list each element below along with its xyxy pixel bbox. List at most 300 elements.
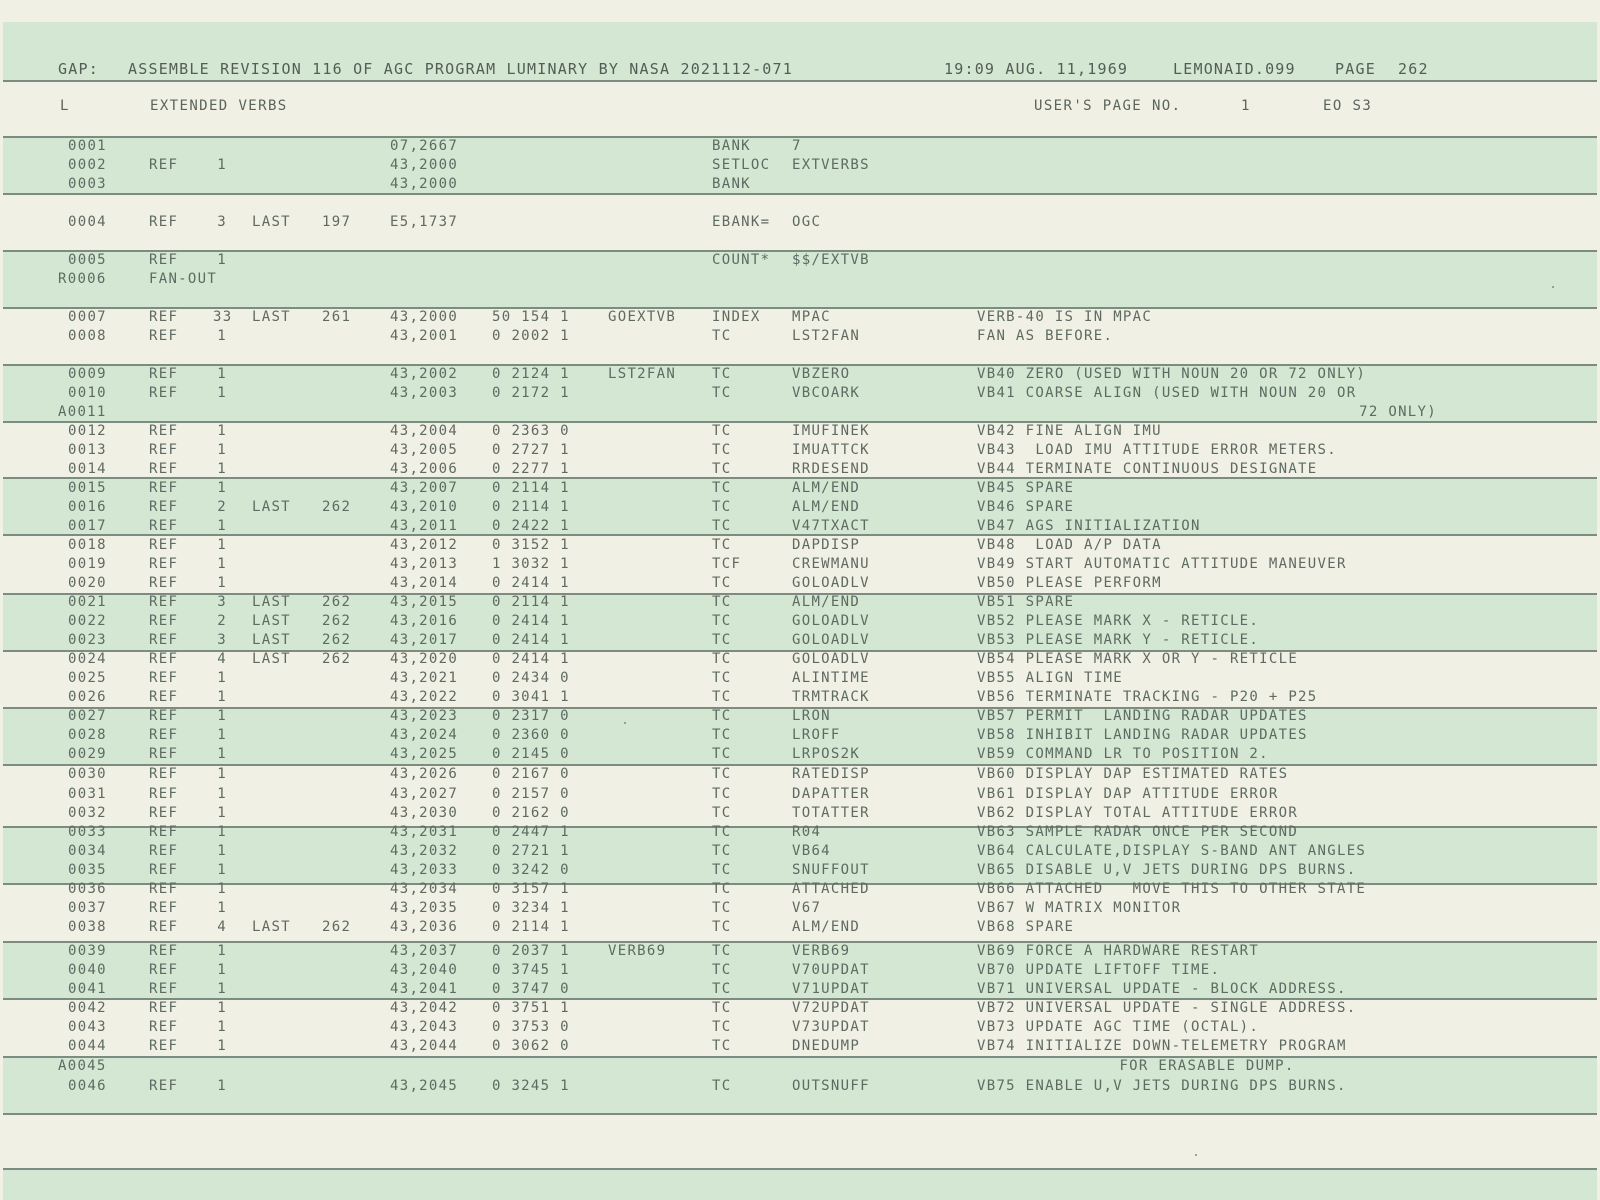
last-tag: LAST <box>252 214 291 230</box>
opcode: INDEX <box>712 309 761 325</box>
opcode: TC <box>712 670 732 686</box>
opcode: TC <box>712 943 732 959</box>
listing-row <box>0 366 1600 385</box>
listing-row <box>0 385 1600 404</box>
ref-count: 1 <box>217 943 227 959</box>
octal-code: 0 2363 0 <box>492 423 570 439</box>
opcode: BANK <box>712 176 751 192</box>
ref-tag: REF <box>149 1078 179 1094</box>
address: 43,2042 <box>390 1000 459 1016</box>
header-prefix: GAP: <box>58 60 99 78</box>
listing-row <box>0 176 1600 195</box>
ref-count: 1 <box>217 328 227 344</box>
ref-tag: REF <box>149 480 179 496</box>
address: 43,2030 <box>390 805 459 821</box>
last-page: 262 <box>322 613 352 629</box>
line-number: 0003 <box>68 176 107 192</box>
line-number: 0021 <box>68 594 107 610</box>
comment: VB68 SPARE <box>977 919 1075 935</box>
octal-code: 0 2414 1 <box>492 632 570 648</box>
ref-count: 1 <box>217 708 227 724</box>
ref-tag: REF <box>149 499 179 515</box>
header-file: LEMONAID.099 <box>1173 60 1296 78</box>
ref-tag: REF <box>149 862 179 878</box>
ref-tag: REF <box>149 670 179 686</box>
octal-code: 0 3745 1 <box>492 962 570 978</box>
opcode: TC <box>712 708 732 724</box>
listing-row <box>0 442 1600 461</box>
listing-row <box>0 786 1600 805</box>
ref-count: 1 <box>217 746 227 762</box>
ref-tag: REF <box>149 632 179 648</box>
user-page-label: USER'S PAGE NO. <box>1034 98 1182 114</box>
operand: 7 <box>792 138 802 154</box>
opcode: TC <box>712 746 732 762</box>
opcode: TC <box>712 537 732 553</box>
octal-code: 0 2172 1 <box>492 385 570 401</box>
line-number: 0008 <box>68 328 107 344</box>
last-tag: LAST <box>252 919 291 935</box>
address: 43,2006 <box>390 461 459 477</box>
operand: RATEDISP <box>792 766 870 782</box>
operand: LST2FAN <box>792 328 861 344</box>
header-page-label: PAGE <box>1335 60 1376 78</box>
ref-tag: REF <box>149 423 179 439</box>
ref-count: 1 <box>217 786 227 802</box>
opcode: TC <box>712 423 732 439</box>
address: 43,2025 <box>390 746 459 762</box>
octal-code: 50 154 1 <box>492 309 570 325</box>
last-page: 262 <box>322 651 352 667</box>
opcode: TC <box>712 651 732 667</box>
address: 43,2035 <box>390 900 459 916</box>
symbol-label: VERB69 <box>608 943 667 959</box>
operand: $$/EXTVB <box>792 252 870 268</box>
ref-tag: REF <box>149 537 179 553</box>
ref-count: 1 <box>217 1038 227 1054</box>
opcode: TC <box>712 824 732 840</box>
ref-count: 1 <box>217 1000 227 1016</box>
octal-code: 0 2114 1 <box>492 919 570 935</box>
comment: VB73 UPDATE AGC TIME (OCTAL). <box>977 1019 1260 1035</box>
listing-row <box>0 881 1600 900</box>
ref-tag: REF <box>149 594 179 610</box>
opcode: TC <box>712 594 732 610</box>
address: 43,2003 <box>390 385 459 401</box>
operand: CREWMANU <box>792 556 870 572</box>
line-number: 0041 <box>68 981 107 997</box>
listing-row <box>0 943 1600 962</box>
operand: OGC <box>792 214 822 230</box>
listing-row <box>0 1019 1600 1038</box>
line-number: 0016 <box>68 499 107 515</box>
line-number: 0005 <box>68 252 107 268</box>
comment: VB58 INHIBIT LANDING RADAR UPDATES <box>977 727 1308 743</box>
listing-row <box>0 670 1600 689</box>
listing-row <box>0 962 1600 981</box>
last-page: 261 <box>322 309 352 325</box>
address: 43,2016 <box>390 613 459 629</box>
opcode: TC <box>712 442 732 458</box>
operand: V47TXACT <box>792 518 870 534</box>
ref-count: 1 <box>217 442 227 458</box>
operand: VB64 <box>792 843 831 859</box>
ref-tag: REF <box>149 157 179 173</box>
listing-row <box>0 613 1600 632</box>
operand: V71UPDAT <box>792 981 870 997</box>
ref-count: 1 <box>217 461 227 477</box>
footer-band <box>3 1168 1597 1200</box>
listing-row <box>0 537 1600 556</box>
listing-row <box>0 1058 1600 1077</box>
octal-code: 0 2114 1 <box>492 499 570 515</box>
opcode: TC <box>712 499 732 515</box>
octal-code: 0 2414 1 <box>492 575 570 591</box>
ref-tag: REF <box>149 900 179 916</box>
opcode: TC <box>712 1019 732 1035</box>
octal-code: 0 2162 0 <box>492 805 570 821</box>
operand: IMUFINEK <box>792 423 870 439</box>
operand: R04 <box>792 824 822 840</box>
ref-count: 1 <box>217 252 227 268</box>
ref-tag: REF <box>149 843 179 859</box>
ref-count: 1 <box>217 1078 227 1094</box>
comment: VB64 CALCULATE,DISPLAY S-BAND ANT ANGLES <box>977 843 1367 859</box>
octal-code: 0 2434 0 <box>492 670 570 686</box>
comment: VB43 LOAD IMU ATTITUDE ERROR METERS. <box>977 442 1337 458</box>
listing-row <box>0 1000 1600 1019</box>
listing-row <box>0 632 1600 651</box>
ref-tag: REF <box>149 689 179 705</box>
listing-row <box>0 981 1600 1000</box>
listing-row <box>0 271 1600 290</box>
octal-code: 0 3242 0 <box>492 862 570 878</box>
opcode: TC <box>712 962 732 978</box>
listing-row <box>0 1078 1600 1097</box>
last-tag: LAST <box>252 309 291 325</box>
comment: VB42 FINE ALIGN IMU <box>977 423 1162 439</box>
line-number: 0033 <box>68 824 107 840</box>
section-code: EO S3 <box>1323 98 1373 114</box>
listing-row <box>0 805 1600 824</box>
ref-count: 1 <box>217 805 227 821</box>
header-title: ASSEMBLE REVISION 116 OF AGC PROGRAM LUMINARY BY NASA 2021112-071 <box>128 60 793 78</box>
section-marker: L <box>60 98 70 114</box>
ref-count: 1 <box>217 670 227 686</box>
ref-tag: REF <box>149 252 179 268</box>
ref-count: 4 <box>217 919 227 935</box>
line-number: 0014 <box>68 461 107 477</box>
listing-row <box>0 138 1600 157</box>
line-number: 0023 <box>68 632 107 648</box>
octal-code: 0 3234 1 <box>492 900 570 916</box>
listing-row <box>0 309 1600 328</box>
print-speck <box>624 722 626 724</box>
ref-tag: REF <box>149 746 179 762</box>
octal-code: 0 2414 1 <box>492 651 570 667</box>
line-number: 0044 <box>68 1038 107 1054</box>
section-title: EXTENDED VERBS <box>150 98 288 114</box>
comment: VB56 TERMINATE TRACKING - P20 + P25 <box>977 689 1318 705</box>
octal-code: 0 3753 0 <box>492 1019 570 1035</box>
operand: ALINTIME <box>792 670 870 686</box>
address: 43,2017 <box>390 632 459 648</box>
line-number: 0022 <box>68 613 107 629</box>
comment: VB70 UPDATE LIFTOFF TIME. <box>977 962 1221 978</box>
comment: VB72 UNIVERSAL UPDATE - SINGLE ADDRESS. <box>977 1000 1357 1016</box>
listing-row <box>0 900 1600 919</box>
line-number: 0013 <box>68 442 107 458</box>
address: 43,2010 <box>390 499 459 515</box>
comment: VB71 UNIVERSAL UPDATE - BLOCK ADDRESS. <box>977 981 1347 997</box>
operand: DNEDUMP <box>792 1038 861 1054</box>
address: 43,2000 <box>390 309 459 325</box>
opcode: TC <box>712 480 732 496</box>
operand: DAPDISP <box>792 537 861 553</box>
opcode: TC <box>712 632 732 648</box>
header-page-number: 262 <box>1398 60 1429 78</box>
operand: GOLOADLV <box>792 651 870 667</box>
opcode: TCF <box>712 556 742 572</box>
octal-code: 0 2037 1 <box>492 943 570 959</box>
ref-count: 1 <box>217 727 227 743</box>
opcode: TC <box>712 727 732 743</box>
line-number: 0042 <box>68 1000 107 1016</box>
ref-tag: REF <box>149 1038 179 1054</box>
line-number: 0025 <box>68 670 107 686</box>
octal-code: 0 3245 1 <box>492 1078 570 1094</box>
address: 43,2002 <box>390 366 459 382</box>
opcode: TC <box>712 805 732 821</box>
listing-row <box>0 499 1600 518</box>
ref-tag: REF <box>149 442 179 458</box>
line-number: 0046 <box>68 1078 107 1094</box>
address: 43,2044 <box>390 1038 459 1054</box>
symbol-label: LST2FAN <box>608 366 677 382</box>
comment: VB47 AGS INITIALIZATION <box>977 518 1201 534</box>
line-number: 0038 <box>68 919 107 935</box>
address: 43,2040 <box>390 962 459 978</box>
comment: VB65 DISABLE U,V JETS DURING DPS BURNS. <box>977 862 1357 878</box>
operand: ALM/END <box>792 919 861 935</box>
operand: MPAC <box>792 309 831 325</box>
comment: VB75 ENABLE U,V JETS DURING DPS BURNS. <box>977 1078 1347 1094</box>
line-number: 0001 <box>68 138 107 154</box>
operand: ALM/END <box>792 480 861 496</box>
listing-row <box>0 157 1600 176</box>
listing-row <box>0 843 1600 862</box>
listing-row <box>0 461 1600 480</box>
ref-tag: REF <box>149 919 179 935</box>
comment: VB61 DISPLAY DAP ATTITUDE ERROR <box>977 786 1279 802</box>
comment: VB44 TERMINATE CONTINUOUS DESIGNATE <box>977 461 1318 477</box>
ref-tag: REF <box>149 613 179 629</box>
ref-tag: REF <box>149 328 179 344</box>
opcode: EBANK= <box>712 214 771 230</box>
ref-tag: REF <box>149 786 179 802</box>
address: 43,2045 <box>390 1078 459 1094</box>
operand: GOLOADLV <box>792 613 870 629</box>
line-number: 0017 <box>68 518 107 534</box>
last-tag: LAST <box>252 613 291 629</box>
line-number: R0006 <box>58 271 107 287</box>
octal-code: 0 2277 1 <box>492 461 570 477</box>
ref-count: 1 <box>217 518 227 534</box>
opcode: TC <box>712 981 732 997</box>
octal-code: 0 2727 1 <box>492 442 570 458</box>
ref-count: 1 <box>217 962 227 978</box>
address: 43,2013 <box>390 556 459 572</box>
line-number: 0027 <box>68 708 107 724</box>
address: 43,2022 <box>390 689 459 705</box>
ref-tag: REF <box>149 651 179 667</box>
comment: VB48 LOAD A/P DATA <box>977 537 1162 553</box>
ref-count: 1 <box>217 556 227 572</box>
octal-code: 0 2360 0 <box>492 727 570 743</box>
ref-count: 1 <box>217 881 227 897</box>
ref-count: 3 <box>217 214 227 230</box>
line-number: 0034 <box>68 843 107 859</box>
comment: VB57 PERMIT LANDING RADAR UPDATES <box>977 708 1308 724</box>
comment: VB62 DISPLAY TOTAL ATTITUDE ERROR <box>977 805 1299 821</box>
listing-row <box>0 689 1600 708</box>
listing-row <box>0 594 1600 613</box>
listing-row <box>0 423 1600 442</box>
operand: VBCOARK <box>792 385 861 401</box>
operand: ALM/END <box>792 499 861 515</box>
operand: V73UPDAT <box>792 1019 870 1035</box>
address: 07,2667 <box>390 138 459 154</box>
last-tag: LAST <box>252 594 291 610</box>
print-speck <box>1195 1154 1197 1156</box>
listing-row <box>0 404 1600 423</box>
listing-row <box>0 727 1600 746</box>
line-number: 0024 <box>68 651 107 667</box>
operand: ATTACHED <box>792 881 870 897</box>
octal-code: 0 3747 0 <box>492 981 570 997</box>
octal-code: 0 2114 1 <box>492 480 570 496</box>
ref-count: 1 <box>217 575 227 591</box>
operand: VBZERO <box>792 366 851 382</box>
address: 43,2026 <box>390 766 459 782</box>
address: 43,2034 <box>390 881 459 897</box>
ref-count: 33 <box>213 309 233 325</box>
comment: VB46 SPARE <box>977 499 1075 515</box>
opcode: TC <box>712 385 732 401</box>
comment: FOR ERASABLE DUMP. <box>1119 1058 1295 1074</box>
address: 43,2027 <box>390 786 459 802</box>
operand: DAPATTER <box>792 786 870 802</box>
operand: LRON <box>792 708 831 724</box>
octal-code: 0 2157 0 <box>492 786 570 802</box>
address: E5,1737 <box>390 214 459 230</box>
line-number: 0036 <box>68 881 107 897</box>
operand: IMUATTCK <box>792 442 870 458</box>
line-number: A0011 <box>58 404 107 420</box>
opcode: TC <box>712 843 732 859</box>
operand: GOLOADLV <box>792 575 870 591</box>
ref-tag: REF <box>149 962 179 978</box>
listing-row <box>0 556 1600 575</box>
listing-row <box>0 919 1600 938</box>
last-page: 197 <box>322 214 352 230</box>
comment: VERB-40 IS IN MPAC <box>977 309 1153 325</box>
address: 43,2020 <box>390 651 459 667</box>
comment: VB51 SPARE <box>977 594 1075 610</box>
line-number: 0026 <box>68 689 107 705</box>
ref-tag: REF <box>149 805 179 821</box>
listing-row <box>0 252 1600 271</box>
ref-tag: REF <box>149 366 179 382</box>
address: 43,2021 <box>390 670 459 686</box>
last-page: 262 <box>322 919 352 935</box>
opcode: TC <box>712 328 732 344</box>
operand: VERB69 <box>792 943 851 959</box>
opcode: TC <box>712 786 732 802</box>
address: 43,2011 <box>390 518 459 534</box>
address: 43,2005 <box>390 442 459 458</box>
last-page: 262 <box>322 499 352 515</box>
operand: TOTATTER <box>792 805 870 821</box>
opcode: TC <box>712 766 732 782</box>
comment: VB69 FORCE A HARDWARE RESTART <box>977 943 1260 959</box>
ref-count: 3 <box>217 594 227 610</box>
ref-tag: REF <box>149 575 179 591</box>
listing-row <box>0 518 1600 537</box>
last-tag: LAST <box>252 651 291 667</box>
line-number: 0043 <box>68 1019 107 1035</box>
listing-row <box>0 214 1600 233</box>
octal-code: 0 3041 1 <box>492 689 570 705</box>
user-page-number: 1 <box>1241 98 1251 114</box>
listing-row <box>0 575 1600 594</box>
octal-code: 0 2124 1 <box>492 366 570 382</box>
operand: LROFF <box>792 727 841 743</box>
operand: ALM/END <box>792 594 861 610</box>
ref-count: 2 <box>217 499 227 515</box>
comment: VB40 ZERO (USED WITH NOUN 20 OR 72 ONLY) <box>977 366 1367 382</box>
line-number: 0037 <box>68 900 107 916</box>
ref-tag: REF <box>149 1000 179 1016</box>
line-number: 0015 <box>68 480 107 496</box>
opcode: TC <box>712 862 732 878</box>
opcode: TC <box>712 689 732 705</box>
ref-count: 1 <box>217 766 227 782</box>
opcode: BANK <box>712 138 751 154</box>
comment: VB54 PLEASE MARK X OR Y - RETICLE <box>977 651 1299 667</box>
listing-row <box>0 862 1600 881</box>
ref-count: 4 <box>217 651 227 667</box>
opcode: TC <box>712 1038 732 1054</box>
ref-tag: REF <box>149 981 179 997</box>
line-number: 0040 <box>68 962 107 978</box>
operand: GOLOADLV <box>792 632 870 648</box>
listing-row <box>0 766 1600 785</box>
comment: VB49 START AUTOMATIC ATTITUDE MANEUVER <box>977 556 1347 572</box>
opcode: TC <box>712 518 732 534</box>
ref-count: 1 <box>217 1019 227 1035</box>
comment: VB67 W MATRIX MONITOR <box>977 900 1182 916</box>
address: 43,2000 <box>390 157 459 173</box>
octal-code: 0 2317 0 <box>492 708 570 724</box>
ref-count: 1 <box>217 385 227 401</box>
address: 43,2015 <box>390 594 459 610</box>
line-number: 0007 <box>68 309 107 325</box>
ref-tag: REF <box>149 1019 179 1035</box>
opcode: TC <box>712 919 732 935</box>
comment: 72 ONLY) <box>1359 404 1437 420</box>
octal-code: 0 3157 1 <box>492 881 570 897</box>
